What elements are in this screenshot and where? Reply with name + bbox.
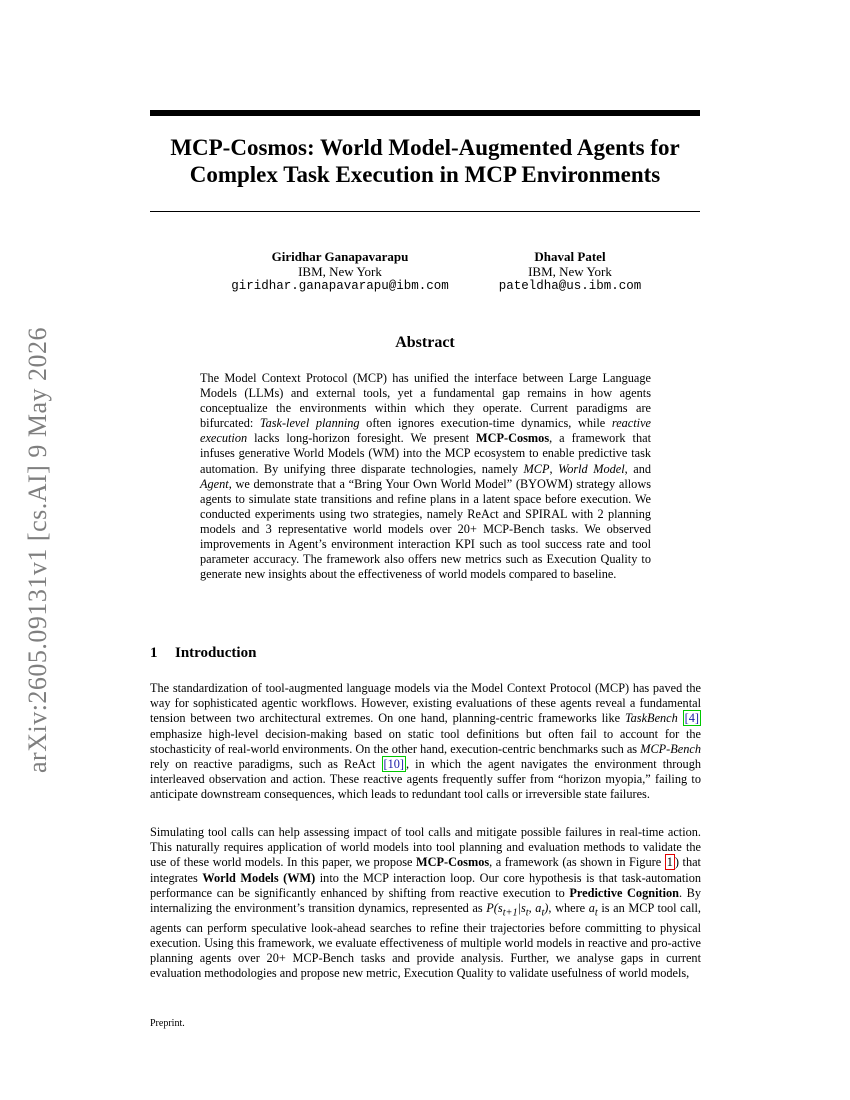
author-block: [190, 249, 490, 294]
math-expression: $a_t$: [588, 901, 598, 919]
author-block: [470, 249, 670, 294]
footer-note: Preprint.: [150, 1018, 185, 1029]
arxiv-identifier[interactable]: arXiv:2605.09131v1 [cs.AI] 9 May 2026: [23, 327, 52, 773]
intro-paragraph: The standardization of tool-augmented language models via the Model Context Protocol (MCP) has paved the way for sophisticated agentic workflows. However, existing evaluations of these agents reveal a fundamental tension between two architectural extremes. On one hand, planning-centric frameworks like TaskBench [4] emphasize high-level decision-making based on static tool definitions but often fail to account for the stochasticity of real-world environments. On the other hand, execution-centric benchmarks such as MCP-Bench rely on reactive paradigms, such as ReAct [10] , in which the agent navigates the environment through interleaved observation and action. These reactive agents frequently suffer from “horizon myopia,” failing to anticipate downstream consequences, which leads to redundant tool calls or irreversible state failures.: [150, 681, 701, 802]
figure-reference-link[interactable]: 1: [666, 855, 673, 870]
title-line-2: Complex Task Execution in MCP Environments: [189, 162, 661, 187]
intro-paragraph: Simulating tool calls can help assessing impact of tool calls and mitigate possible failures in real-time action. This naturally requires application of world models into tool planning and evaluation methods to validate the use of these world models. In this paper, we propose MCP-Cosmos, a framework (as shown in Figure 1 ) that integrates World Models (WM) into the MCP interaction loop. Our core hypothesis is that task-automation performance can be significantly enhanced by shifting from reactive execution to Predictive Cognition. By internalizing the environment’s transition dynamics, represented as $P(s_{t+1}|s_t$, $a_t$), where $a_t$ is an MCP tool call, agents can perform speculative look-ahead searches to refine their trajectories before committing to physical execution. Using this framework, we evaluate effectiveness of multiple world models in reactive and pro-active planning agents over 20+ MCP-Bench tasks and provide analysis. Further, we analyse gaps in current evaluation methodologies and propose new metric, Execution Quality to validate usefulness of world models,: [150, 825, 702, 981]
section-title: Introduction: [175, 645, 257, 661]
title-rule: [150, 211, 700, 212]
citation-link[interactable]: [4]: [684, 711, 699, 726]
paper-title: [150, 134, 700, 188]
abstract-heading: Abstract: [395, 334, 455, 351]
author-affiliation: IBM, New York: [528, 264, 612, 279]
top-rule: [150, 110, 700, 116]
abstract-text: The Model Context Protocol (MCP) has unified the interface between Large Language Models (LLMs) and external tools, yet a fundamental gap remains in how agents conceptualize the environments within which they operate. Current paradigms are bifurcated: Task-level planning often ignores execution-time dynamics, while reactive execution lacks long-horizon foresight. We present MCP-Cosmos, a framework that infuses generative World Models (WM) into the MCP ecosystem to enable predictive task automation. By unifying three disparate technologies, namely MCP, World Model, and Agent, we demonstrate that a “Bring Your Own World Model” (BYOWM) strategy allows agents to simulate state transitions and refine plans in a latent space before execution. We conducted experiments using two strategies, namely ReAct and SPIRAL with 2 planning models and 3 representative world models over 20+ MCP-Bench tasks. We observed improvements in Agent’s environment interaction KPI such as tool success rate and tool parameter accuracy. The framework also offers new metrics such as Execution Quality to generate new insights about the effectiveness of world models compared to baseline.: [200, 371, 652, 582]
author-email[interactable]: pateldha@us.ibm.com: [498, 279, 642, 293]
title-line-1: MCP-Cosmos: World Model-Augmented Agents for: [170, 135, 680, 160]
author-email[interactable]: giridhar.ganapavarapu@ibm.com: [231, 279, 449, 293]
citation-link[interactable]: [10]: [383, 757, 404, 772]
math-expression: $P(s_{t+1}|s_t$, $a_t$): [486, 901, 549, 919]
section-number: 1: [150, 645, 158, 661]
author-name: Giridhar Ganapavarapu: [271, 249, 409, 264]
section-heading-introduction: [150, 645, 700, 662]
author-name: Dhaval Patel: [534, 249, 606, 264]
author-affiliation: IBM, New York: [298, 264, 382, 279]
